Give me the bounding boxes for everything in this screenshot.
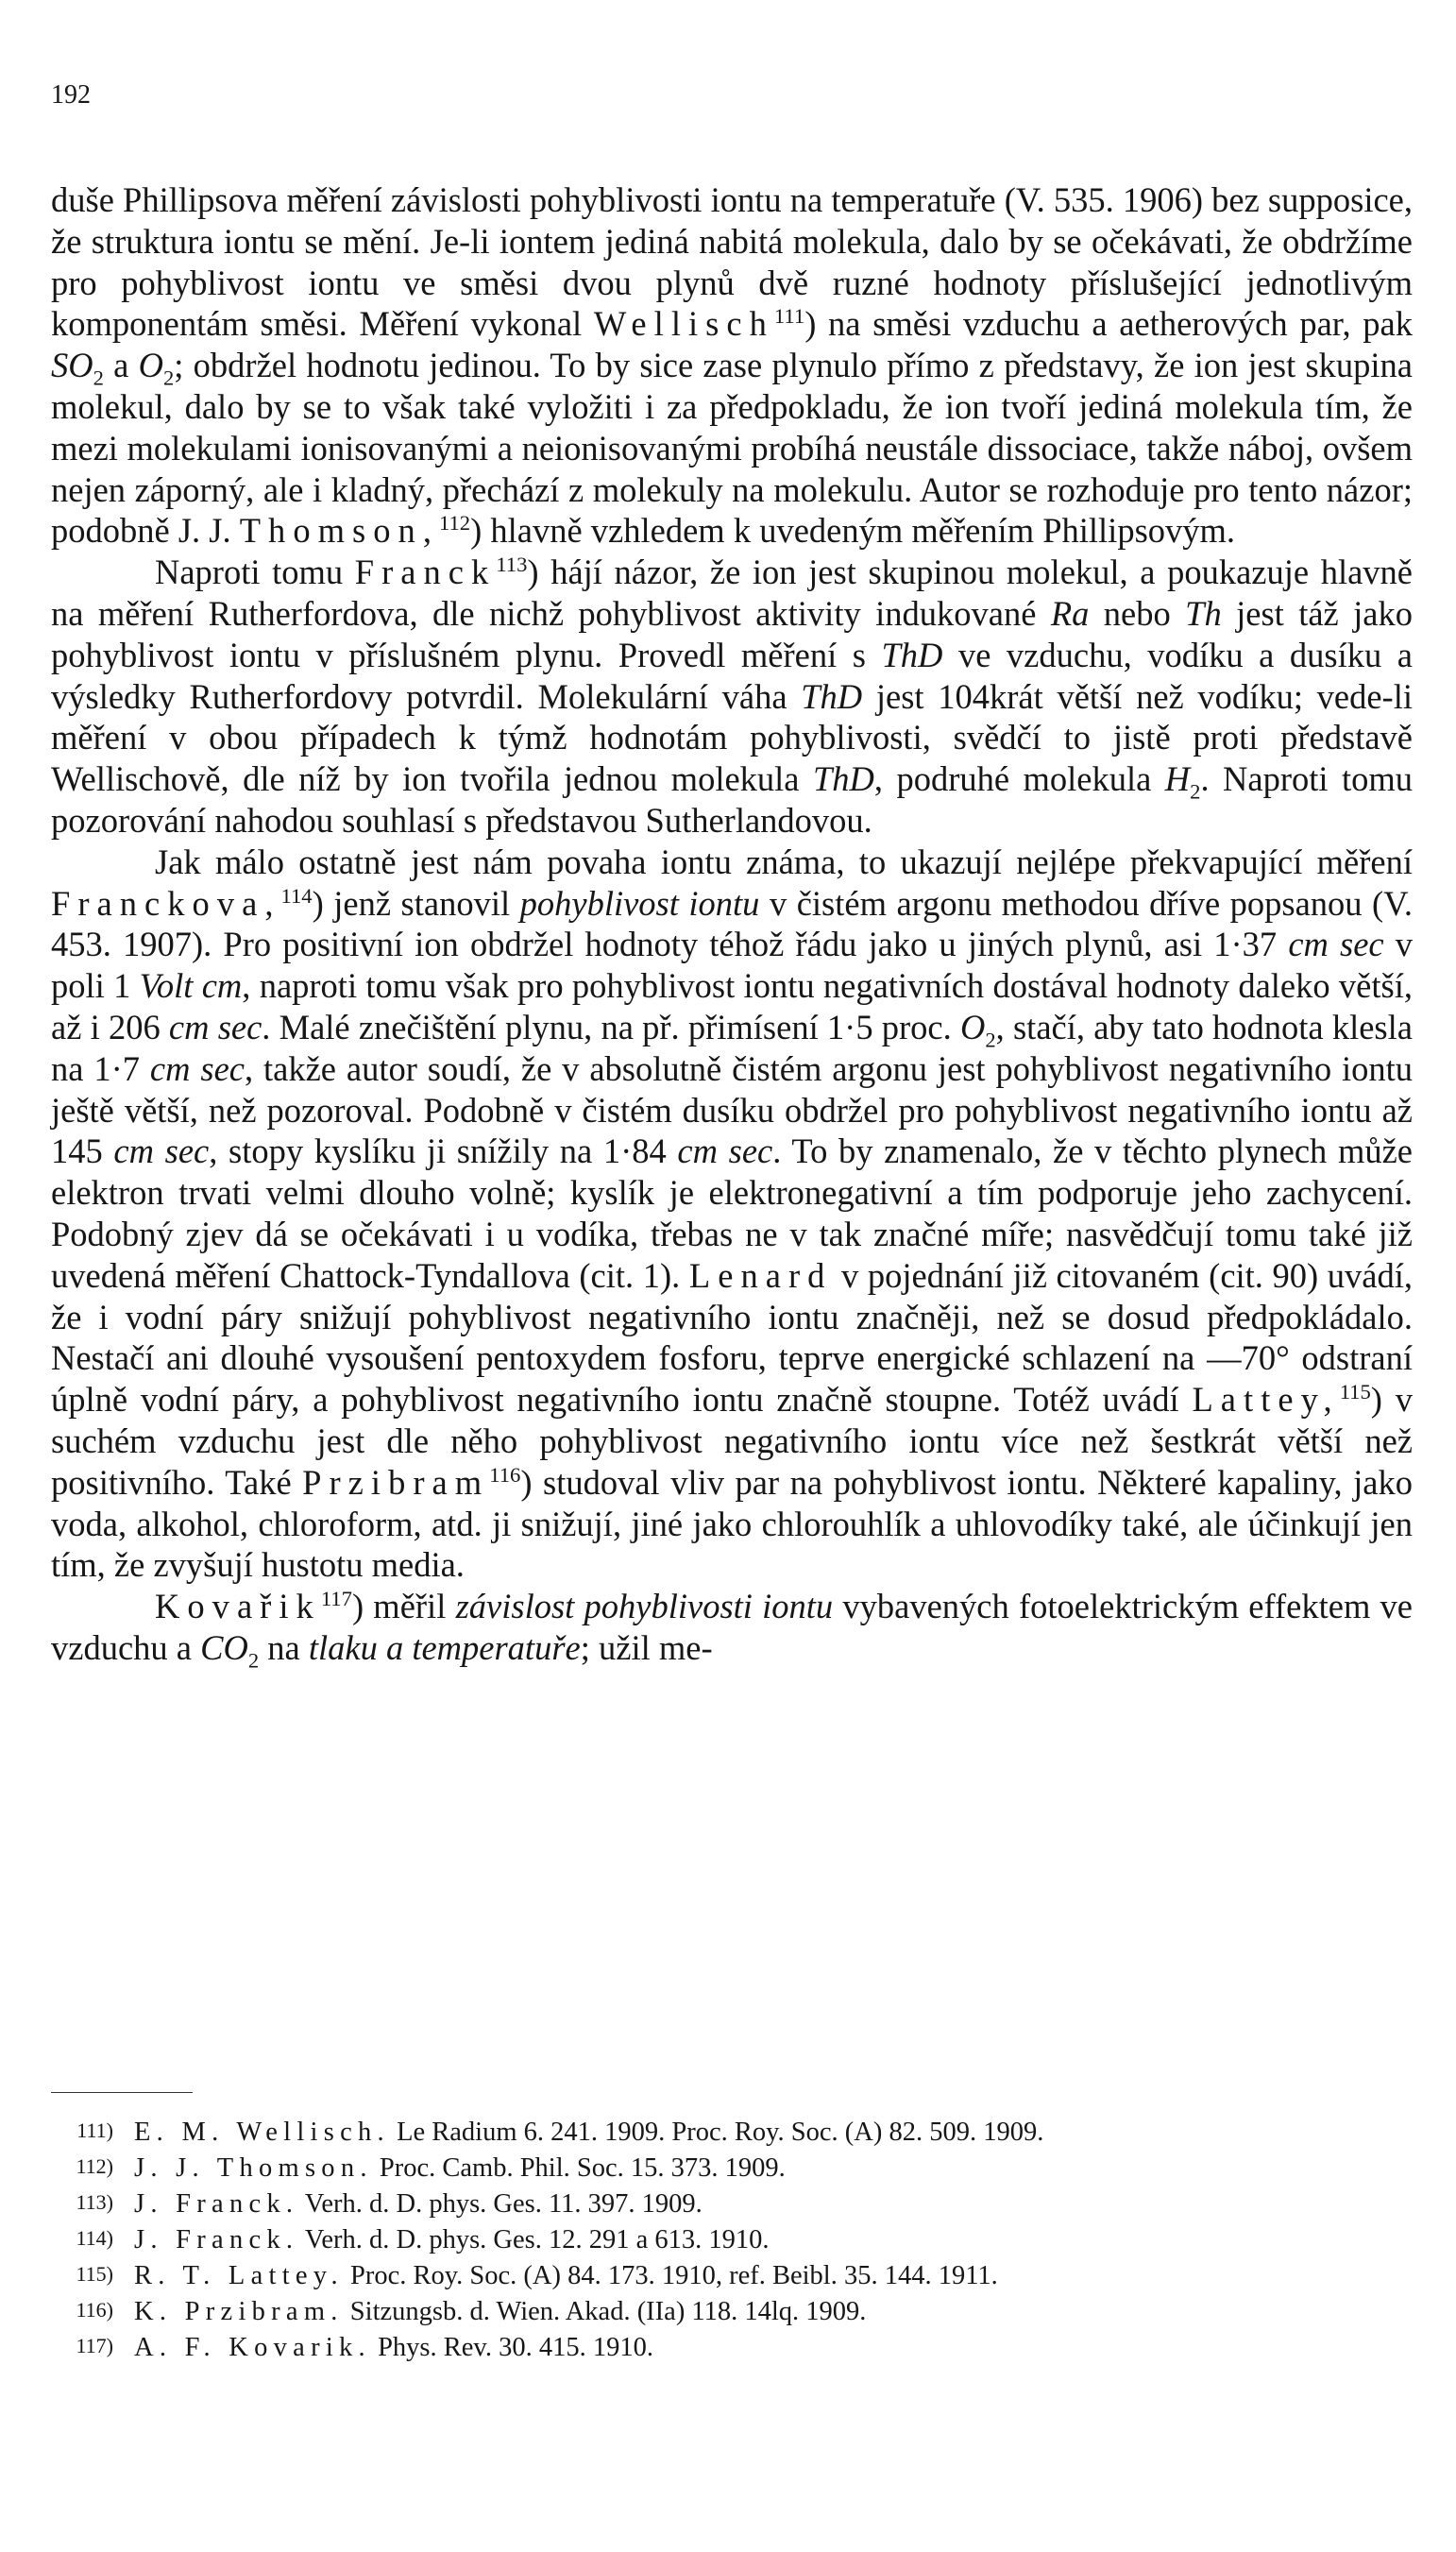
- footnote-ref: 117: [320, 1586, 352, 1610]
- footnote: [51, 2186, 1413, 2221]
- footnote-citation: Proc. Camb. Phil. Soc. 15. 373. 1909.: [372, 2153, 786, 2183]
- footnote-marker: 114): [76, 2226, 113, 2250]
- footnotes: [51, 2114, 1413, 2365]
- footnote: [51, 2150, 1413, 2186]
- author-name: Thomson,: [239, 511, 439, 551]
- author-name: Lenard: [688, 1255, 833, 1295]
- footnote-citation: Verh. d. D. phys. Ges. 12. 291 a 613. 1910.: [298, 2225, 770, 2254]
- footnote-citation: Verh. d. D. phys. Ges. 11. 397. 1909.: [298, 2189, 703, 2219]
- footnote-ref: 116: [489, 1462, 521, 1487]
- paragraph-2: Naproti tomu Franck$^{113}$) hájí názor, že ion jest skupinou molekul, a poukazuje hlavně na měření Rutherfordova, dle nichž pohyblivost aktivity indukované Ra nebo Th jest táž jako pohyblivost iontu v příslušném plynu. Provedl měření s ThD ve vzduchu, vodíku a dusíku a výsledky Rutherfordovy potvrdil. Molekulární váha ThD jest 104krát větší než vodíku; vede-li měření v obou případech k týmž hodnotám pohyblivosti, svědčí to jistě proti představě Wellischově, dle níž by ion tvořila jednou molekula ThD, podruhé molekula $H_2$. Naproti tomu pozorování nahodou souhlasí s představou Sutherlandovou.: [51, 553, 1413, 840]
- footnote-marker: 116): [76, 2298, 113, 2322]
- author-name: Franck: [354, 553, 497, 592]
- footnote-marker: 115): [76, 2262, 113, 2286]
- footnote-author: J. Franck.: [134, 2189, 299, 2219]
- footnote-citation: Le Radium 6. 241. 1909. Proc. Roy. Soc. (A) 82. 509. 1909.: [389, 2118, 1044, 2147]
- footnote: [51, 2257, 1413, 2293]
- footnote-author: R. T. Lattey.: [134, 2261, 344, 2290]
- author-name: Lattey,: [1192, 1380, 1340, 1420]
- author-name: Kovařik: [155, 1587, 321, 1626]
- footnote-author: A. F. Kovarik.: [134, 2333, 371, 2362]
- footnote: [51, 2114, 1413, 2150]
- footnote-separator: [51, 2092, 193, 2093]
- footnote-marker: 111): [76, 2118, 113, 2142]
- footnote-author: J. Franck.: [134, 2225, 299, 2254]
- footnote-citation: Phys. Rev. 30. 415. 1910.: [370, 2333, 653, 2362]
- footnote-author: J. J. Thomson.: [134, 2153, 373, 2183]
- author-name: Franckova,: [51, 883, 281, 923]
- footnote-author: E. M. Wellisch.: [134, 2118, 390, 2147]
- footnote-citation: Sitzungsb. d. Wien. Akad. (IIa) 118. 14lq. 1909.: [343, 2297, 867, 2326]
- paragraph-1: duše Phillipsova měření závislosti pohyblivosti iontu na temperatuře (V. 535. 1906) bez supposice, že struktura iontu se mění. Je-li iontem jediná nabitá molekula, dalo by se očekávati, že obdržíme pro pohyblivost iontu ve směsi dvou plynů dvě ruzné hodnoty příslušející jednotlivým komponentám směsi. Měření vykonal Wellisch$^{111}$) na směsi vzduchu a aetherových par, pak $SO_2$ a $O_2$; obdržel hodnotu jedinou. To by sice zase plynulo přímo z představy, že ion jest skupina molekul, dalo by se to však také vyložiti i za předpokladu, že ion tvoří jediná molekula tím, že mezi molekulami ionisovanými a neionisovanými probíhá neustále dissociace, takže náboj, ovšem nejen záporný, ale i kladný, přechází z molekuly na molekulu. Autor se rozhoduje pro tento názor; podobně J. J. Thomson,$^{112}$) hlavně vzhledem k uvedeným měřením Phillipsovým.: [51, 180, 1413, 551]
- footnote-ref: 111: [773, 304, 805, 329]
- footnote-ref: 112: [439, 511, 471, 536]
- footnote: [51, 2329, 1413, 2365]
- footnote-marker: 112): [76, 2154, 113, 2178]
- paragraph-3: Jak málo ostatně jest nám povaha iontu známa, to ukazují nejlépe překvapující měření Franckova,$^{114}$) jenž stanovil pohyblivost iontu v čistém argonu methodou dříve popsanou (V. 453. 1907). Pro positivní ion obdržel hodnoty téhož řádu jako u jiných plynů, asi 1·37 cm sec v poli 1 Volt cm, naproti tomu však pro pohyblivost iontu negativních dostával hodnoty daleko větší, až i 206 cm sec. Malé znečištění plynu, na př. přimísení 1·5 proc. $O_2$, stačí, aby tato hodnota klesla na 1·7 cm sec, takže autor soudí, že v absolutně čistém argonu jest pohyblivost negativního iontu ještě větší, než pozoroval. Podobně v čistém dusíku obdržel pro pohyblivost negativního iontu až 145 cm sec, stopy kyslíku ji snížily na 1·84 cm sec. To by znamenalo, že v těchto plynech může elektron trvati velmi dlouho volně; kyslík je elektronegativní a tím podporuje jeho zachycení. Podobný zjev dá se očekávati i u vodíka, třebas ne v tak značné míře; nasvědčují tomu také již uvedená měření Chattock-Tyndallova (cit. 1). Lenard v pojednání již citovaném (cit. 90) uvádí, že i vodní páry snižují pohyblivost negativního iontu značněji, než se dosud předpokládalo. Nestačí ani dlouhé vysoušení pentoxydem fosforu, teprve energické schlazení na —70° odstraní úplně vodní páry, a pohyblivost negativního iontu značně stoupne. Totéž uvádí Lattey,$^{115}$) v suchém vzduchu jest dle něho pohyblivost negativního iontu více než šestkrát větší než positivního. Také Przibram$^{116}$) studoval vliv par na pohyblivost iontu. Některé kapaliny, jako voda, alkohol, chloroform, atd. ji snižují, jiné jako chlorouhlík a uhlovodíky také, ale účinkují jen tím, že zvyšují hustotu media.: [51, 842, 1414, 1585]
- footnote-author: K. Przibram.: [134, 2297, 344, 2326]
- footnote: [51, 2293, 1413, 2329]
- paragraph-4: Kovařik$^{117}$) měřil závislost pohyblivosti iontu vybavených fotoelektrickým effektem ve vzduchu a $CO_2$ na tlaku a temperatuře; užil me-: [51, 1586, 1414, 1673]
- author-name: Przibram: [302, 1462, 490, 1502]
- footnote-citation: Proc. Roy. Soc. (A) 84. 173. 1910, ref. Beibl. 35. 144. 1911.: [343, 2261, 998, 2290]
- footnote-marker: 117): [76, 2334, 113, 2357]
- page-number: 192: [51, 80, 91, 110]
- author-name: Wellisch: [593, 304, 774, 344]
- footnote-ref: 113: [496, 553, 528, 577]
- main-text: [51, 179, 1414, 1673]
- footnote-ref: 115: [1339, 1379, 1371, 1404]
- footnote-marker: 113): [76, 2190, 113, 2214]
- footnote: [51, 2221, 1413, 2257]
- footnote-ref: 114: [280, 883, 313, 908]
